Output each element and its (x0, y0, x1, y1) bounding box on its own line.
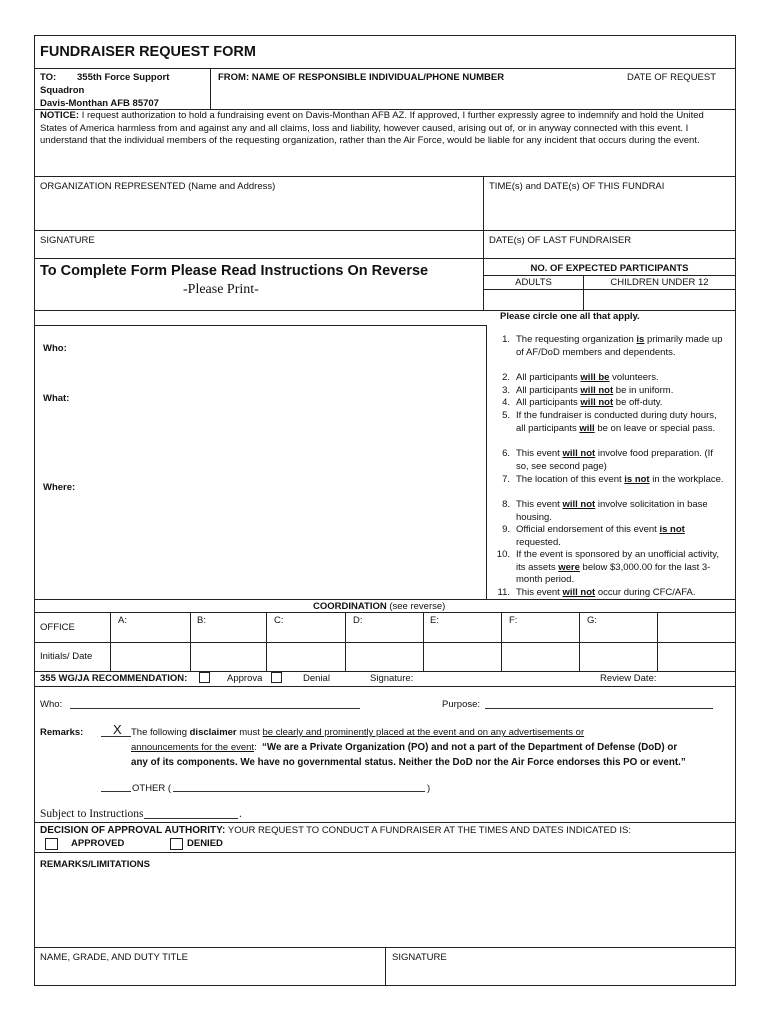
condition-emphasis: will not (580, 397, 614, 408)
approval-checkbox[interactable] (199, 672, 210, 683)
form-border-top (34, 35, 736, 36)
coord-col-f[interactable]: F: (509, 615, 518, 626)
name-grade-field[interactable] (40, 965, 380, 983)
remarks-limitations-field[interactable] (40, 873, 730, 943)
condition-text: This event will not occur during CFC/AFA. (516, 587, 696, 598)
instructions-heading: To Complete Form Please Read Instructions On Reverse (40, 263, 429, 279)
other-check-line[interactable] (101, 791, 131, 792)
condition-number: 9. (502, 524, 510, 535)
form-border-right (735, 35, 736, 986)
disclaimer-word: disclaimer (189, 727, 237, 738)
disclaimer-line-2: announcements for the event: “We are a Private Organization (PO) and not a part of the Department of Defense (DoD) or (131, 742, 678, 753)
final-signature-field[interactable] (392, 965, 730, 983)
condition-emphasis: will not (562, 448, 596, 459)
signature-label: SIGNATURE (40, 235, 95, 246)
condition-emphasis: is not (659, 524, 685, 535)
to-unit-line1: 355th Force Support (77, 72, 170, 83)
condition-emphasis: will not (562, 587, 596, 598)
what-label: What: (43, 393, 70, 404)
condition-number: 1. (502, 334, 510, 345)
condition-text: If the fundraiser is conducted during duty hours, all participants will be on leave or special pass. (516, 410, 717, 434)
condition-emphasis: will be (580, 372, 610, 383)
coordination-note: (see reverse) (386, 601, 446, 612)
condition-item[interactable] (488, 410, 728, 448)
notice-text: I request authorization to hold a fundraising event on Davis-Monthan AFB AZ. If approved, I further expressly agree to indemnify and hold the United States of America harmless from and against any and all claims, loss and liability, however caused, arising out of, or in anyway connected with this event. I understand that the individual members of the requesting organization, rather than the Air Force, would be liable for any incident that occurs during the event. (40, 110, 704, 147)
decision-label: DECISION OF APPROVAL AUTHORITY: (40, 825, 226, 836)
coord-col-a[interactable]: A: (118, 615, 127, 626)
to-from-divider (210, 68, 211, 109)
times-dates-label: TIME(s) and DATE(s) OF THIS FUNDRAI (489, 181, 665, 192)
condition-text: The requesting organization is primarily made up of AF/DoD members and dependents. (516, 334, 723, 358)
org-divider (34, 230, 736, 231)
condition-emphasis: is not (624, 474, 650, 485)
remarks-x-mark[interactable]: X (113, 722, 122, 737)
where-label: Where: (43, 482, 76, 493)
condition-item[interactable] (488, 372, 728, 385)
name-signature-divider (385, 947, 386, 985)
who-what-divider (486, 325, 487, 599)
condition-number: 7. (502, 474, 510, 485)
condition-number: 4. (502, 397, 510, 408)
condition-number: 5. (502, 410, 510, 421)
who2-label: Who: (40, 699, 63, 710)
denial-label: Denial (303, 673, 330, 684)
condition-number: 10. (496, 549, 510, 560)
condition-emphasis: is (636, 334, 645, 345)
other-label: OTHER ( (132, 783, 172, 794)
initials-date-label: Initials/ Date (40, 651, 93, 662)
adults-count-field[interactable] (486, 291, 580, 308)
coord-col-g[interactable]: G: (587, 615, 598, 626)
office-label: OFFICE (40, 622, 75, 633)
who-field[interactable] (80, 333, 480, 373)
approved-checkbox[interactable] (45, 838, 58, 850)
subject-to-label: Subject to Instructions (40, 808, 144, 820)
condition-text: The location of this event is not in the workplace. (516, 474, 724, 485)
to-base: Davis-Monthan AFB 85707 (40, 98, 159, 109)
children-label: CHILDREN UNDER 12 (610, 277, 709, 288)
signature-divider (34, 258, 736, 259)
signature-field[interactable] (120, 233, 475, 255)
name-grade-label: NAME, GRADE, AND DUTY TITLE (40, 952, 188, 963)
who2-field[interactable] (70, 708, 360, 709)
condition-item[interactable] (488, 397, 728, 410)
form-border-left (34, 35, 35, 986)
coord-col-b[interactable]: B: (197, 615, 206, 626)
condition-text: This event will not involve food preparation. (If so, see second page) (516, 448, 713, 472)
participants-label-divider (483, 289, 736, 290)
please-print: -Please Print- (183, 282, 259, 297)
form-border-bottom (34, 985, 736, 986)
other-close: ) (427, 783, 431, 794)
condition-text: If the event is sponsored by an unofficial activity, its assets were below $3,000.00 for the last 3-month period. (516, 549, 719, 586)
wgja-label: 355 WG/JA RECOMMENDATION: (40, 673, 188, 684)
notice-divider (34, 176, 736, 177)
condition-text: This event will not involve solicitation in base housing. (516, 499, 708, 523)
condition-text: All participants will not be in uniform. (516, 385, 674, 396)
condition-item[interactable] (488, 474, 728, 500)
remarks-label: Remarks: (40, 727, 84, 738)
denied-label: DENIED (187, 838, 223, 849)
purpose-label: Purpose: (442, 699, 481, 710)
condition-emphasis: will not (562, 499, 596, 510)
org-represented-field[interactable] (40, 194, 480, 230)
to-label: TO: (40, 72, 57, 83)
condition-number: 11. (497, 587, 510, 598)
condition-emphasis: were (558, 561, 580, 573)
condition-number: 8. (502, 499, 510, 510)
conditions-divider (34, 599, 736, 600)
last-fundraiser-label: DATE(s) OF LAST FUNDRAISER (489, 235, 632, 246)
what-field[interactable] (80, 383, 480, 463)
condition-text: All participants will be volunteers. (516, 372, 659, 383)
condition-number: 3. (502, 385, 510, 396)
org-represented-label: ORGANIZATION REPRESENTED (Name and Address) (40, 181, 276, 192)
approval-label: Approva (227, 673, 263, 684)
date-of-request-label: DATE OF REQUEST (627, 72, 717, 83)
condition-text: Official endorsement of this event is not requested. (516, 524, 685, 548)
final-signature-label: SIGNATURE (392, 952, 447, 963)
to-unit-line2: Squadron (40, 85, 85, 96)
other-field[interactable] (173, 791, 425, 792)
notice-paragraph (40, 110, 730, 148)
org-times-divider (483, 176, 484, 258)
condition-item[interactable] (488, 499, 728, 525)
circle-instruction: Please circle one all that apply. (500, 311, 640, 322)
wgja-signature-label: Signature: (370, 673, 414, 684)
coord-col-d[interactable]: D: (353, 615, 363, 626)
remarks-limitations-label: REMARKS/LIMITATIONS (40, 859, 150, 870)
notice-label: NOTICE: (40, 110, 80, 121)
purpose-field[interactable] (485, 708, 713, 709)
where-field[interactable] (80, 472, 480, 582)
subject-to-field[interactable] (144, 818, 238, 819)
condition-item[interactable] (488, 524, 728, 550)
denial-checkbox[interactable] (271, 672, 282, 683)
review-date-label: Review Date: (600, 673, 657, 684)
times-dates-field[interactable] (489, 194, 729, 230)
condition-item[interactable] (488, 448, 728, 474)
title-divider (34, 68, 736, 69)
coord-col-c[interactable]: C: (274, 615, 284, 626)
coord-col-e[interactable]: E: (430, 615, 439, 626)
children-count-field[interactable] (587, 291, 732, 308)
subject-divider (34, 822, 736, 823)
disclaimer-line-1: The following disclaimer must be clearly and prominently placed at the event and on any advertisements or (131, 727, 585, 738)
coord-row-divider (34, 642, 736, 643)
last-fundraiser-field[interactable] (640, 233, 730, 255)
wgja-divider (34, 686, 736, 687)
decision-text: YOUR REQUEST TO CONDUCT A FUNDRAISER AT THE TIMES AND DATES INDICATED IS: (225, 825, 631, 836)
condition-emphasis: will not (580, 385, 614, 396)
condition-number: 6. (502, 448, 510, 459)
decision-divider (34, 852, 736, 853)
coordination-heading (313, 601, 445, 612)
condition-item[interactable] (488, 549, 728, 587)
who-label: Who: (43, 343, 67, 354)
disclaimer-quote-2: any of its components. We have no governmental status. Neither the DoD nor the Air Force endorses this PO or event.” (131, 757, 686, 768)
condition-number: 2. (502, 372, 510, 383)
adults-label: ADULTS (515, 277, 552, 288)
condition-text: All participants will not be off-duty. (516, 397, 663, 408)
form-title: FUNDRAISER REQUEST FORM (40, 44, 256, 60)
disclaimer-quote-1: “We are a Private Organization (PO) and not a part of the Department of Defense (DoD) or (261, 742, 678, 753)
coord-header-divider (34, 612, 736, 613)
condition-emphasis: will (579, 422, 595, 434)
decision-heading (40, 825, 631, 836)
who-what-top-divider (34, 325, 486, 326)
denied-checkbox[interactable] (170, 838, 183, 850)
participants-heading: NO. OF EXPECTED PARTICIPANTS (530, 263, 689, 274)
subject-to-end: . (239, 808, 242, 820)
participants-heading-divider (483, 275, 736, 276)
approved-label: APPROVED (71, 838, 125, 849)
condition-item[interactable] (488, 334, 728, 372)
from-label: FROM: NAME OF RESPONSIBLE INDIVIDUAL/PHONE NUMBER (218, 72, 505, 83)
coordination-label: COORDINATION (313, 601, 387, 612)
coord-bottom-divider (34, 671, 736, 672)
